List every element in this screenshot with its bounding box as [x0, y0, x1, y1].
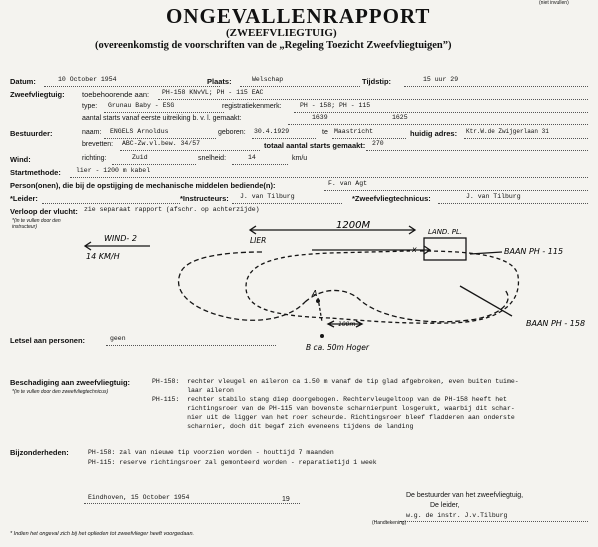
schade-line: PH-115: rechter stabilo stang diep doorgebogen. Rechtervleugeltoop van de PH-158 heeft het	[152, 396, 507, 403]
kmu-label: km/u	[292, 155, 308, 162]
geboren-label: geboren:	[218, 129, 246, 136]
schade-line: nier uit de ligger van het roer scheurde. Richtingsroer bleef fladderen aan onderste	[152, 414, 515, 421]
schade-line: scharnier, doch dit begaf zich eveneens tijdens de landing	[152, 423, 414, 430]
plaats-label: Plaats:	[207, 77, 232, 86]
bestuurder-label: Bestuurder:	[10, 129, 53, 138]
getekend-value: w.g. de instr. J.v.Tilburg	[406, 512, 508, 519]
point-a-marker	[316, 299, 320, 303]
registratie-value: PH - 158; PH - 115	[300, 102, 371, 109]
page-subtitle: (ZWEEFVLIEGTUIG)	[226, 27, 337, 39]
brevetten-label: brevetten:	[82, 141, 114, 148]
startmethode-value: lier - 1200 m kabel	[76, 167, 151, 174]
jaar-prefix: 19	[282, 496, 290, 503]
regulation-line: (overeenkomstig de voorschriften van de „Regeling Toezicht Zweefvliegtuigen”)	[95, 40, 452, 51]
corner-note: (niet invullen)	[539, 0, 569, 6]
verloop-value: zie separaat rapport (afschr. op achterzijde)	[84, 206, 260, 213]
beschadiging-text	[152, 377, 519, 431]
verloop-label: Verloop der vlucht:	[10, 207, 78, 216]
instructeurs-label: *Instructeurs:	[180, 194, 229, 203]
datum-value: 10 October 1954	[58, 76, 117, 83]
bijzonder-line: PH-158: zal van nieuwe tip voorzien worden - houttijd 7 maanden	[88, 449, 334, 456]
snelheid-value: 14	[248, 154, 256, 161]
geboren-value: 30.4.1929	[254, 128, 290, 135]
tijdstip-value: 15 uur 29	[423, 76, 459, 83]
page-title: ONGEVALLENRAPPORT	[166, 4, 431, 28]
point-a-label: A	[312, 289, 318, 298]
richting-label: richting:	[82, 155, 107, 162]
beschadiging-label: Beschadiging aan zweefvliegtuig:	[10, 378, 131, 387]
baan-115-label: BAAN PH - 115	[504, 247, 564, 256]
type-label: type:	[82, 103, 98, 110]
bijzonderheden-label: Bijzonderheden:	[10, 448, 69, 457]
zweefvliegtuig-label: Zweefvliegtuig:	[10, 90, 65, 99]
wind-label: Wind:	[10, 155, 31, 164]
startmethode-label: Startmethode:	[10, 168, 61, 177]
technicus-value: J. van Tilburg	[466, 193, 521, 200]
point-b-marker	[320, 334, 324, 338]
instructeurs-value: J. van Tilburg	[240, 193, 295, 200]
leider-label: *Leider:	[10, 194, 38, 203]
snelheid-label: snelheid:	[198, 155, 227, 162]
point-b-label: B ca. 50m Hoger	[306, 343, 369, 352]
land-label: LAND. PL.	[428, 228, 463, 236]
bijzonder-line: PH-115: reserve richtingsroer zal gemonteerd worden - reparatietijd 1 week	[88, 459, 377, 466]
personen-label: Person(onen), die bij de opstijging de mechanische middelen bediende(n):	[10, 181, 276, 190]
technicus-label: *Zweefvliegtechnicus:	[352, 194, 431, 203]
schade-line: PH-158: rechter vleugel en aileron ca 1.50 m vanaf de tip glad afgebroken, even buiten tuime-	[152, 378, 519, 385]
schade-line: laar aileron	[152, 387, 234, 394]
letsel-value: geen	[110, 335, 126, 342]
baan-158-label: BAAN PH - 158	[526, 319, 586, 328]
lier-label: LIER	[250, 236, 267, 245]
letsel-label: Letsel aan personen:	[10, 336, 86, 345]
toebehoorende-label: toebehoorende aan:	[82, 90, 150, 99]
type-value: Grunau Baby - ESG	[108, 102, 175, 109]
footnote: * Indien het ongeval zich bij het oplieden tot zweefvlieger heeft voorgedaan.	[10, 531, 195, 537]
datum-label: Datum:	[10, 77, 36, 86]
beschadiging-note: *(in te vullen door den zweefvliegtechnicus)	[12, 389, 109, 395]
toebehoorende-value: PH-158 KNvVL; PH - 115 EAC	[162, 89, 264, 96]
te-label: te	[322, 129, 328, 136]
huidig-adres-label: huidig adres:	[410, 129, 458, 138]
registratiekenmerk-label: registratiekenmerk:	[222, 103, 282, 110]
ondertekening-plaats: Eindhoven, 15 October 1954	[88, 494, 190, 501]
de-leider-label: De leider,	[430, 502, 460, 509]
wind-sketch-label: WIND- 2	[104, 234, 137, 243]
wind-speed-label: 14 KM/H	[86, 252, 120, 261]
x-marker: x	[412, 245, 417, 254]
aantal-starts-label: aantal starts vanaf eerste uitreiking b. v. l. gemaakt:	[82, 115, 242, 122]
aantal-starts-2: 1625	[392, 114, 408, 121]
totaal-starts-value: 270	[372, 140, 384, 147]
bestuurder-van-label: De bestuurder van het zweefvliegtuig,	[406, 492, 524, 499]
schade-line: richtingsroer van de PH-115 van bovenste scharnierpunt losgerukt, waarbij dit schar-	[152, 405, 515, 412]
naam-value: ENGELS Arnoldus	[110, 128, 169, 135]
richting-value: Zuid	[132, 154, 148, 161]
verloop-note: *(in te vullen door den instructeur)	[12, 218, 61, 230]
naam-label: naam:	[82, 129, 102, 136]
personen-value: F. van Agt	[328, 180, 368, 187]
aantal-starts-1: 1639	[312, 114, 328, 121]
handtekening-label: (Handtekening)	[372, 520, 407, 526]
distance-100-label: 100m	[338, 321, 356, 328]
adres-value: Ktr.W.de Zwijgerlaan 31	[466, 128, 549, 135]
brevetten-value: ABC-Zw.vl.bew. 34/57	[122, 140, 201, 147]
totaal-starts-label: totaal aantal starts gemaakt:	[264, 141, 366, 150]
te-value: Maastricht	[334, 128, 374, 135]
tijdstip-label: Tijdstip:	[362, 77, 392, 86]
plaats-value: Welschap	[252, 76, 284, 83]
bijzonderheden-text	[88, 448, 377, 468]
distance-label: 1200M	[336, 220, 371, 231]
